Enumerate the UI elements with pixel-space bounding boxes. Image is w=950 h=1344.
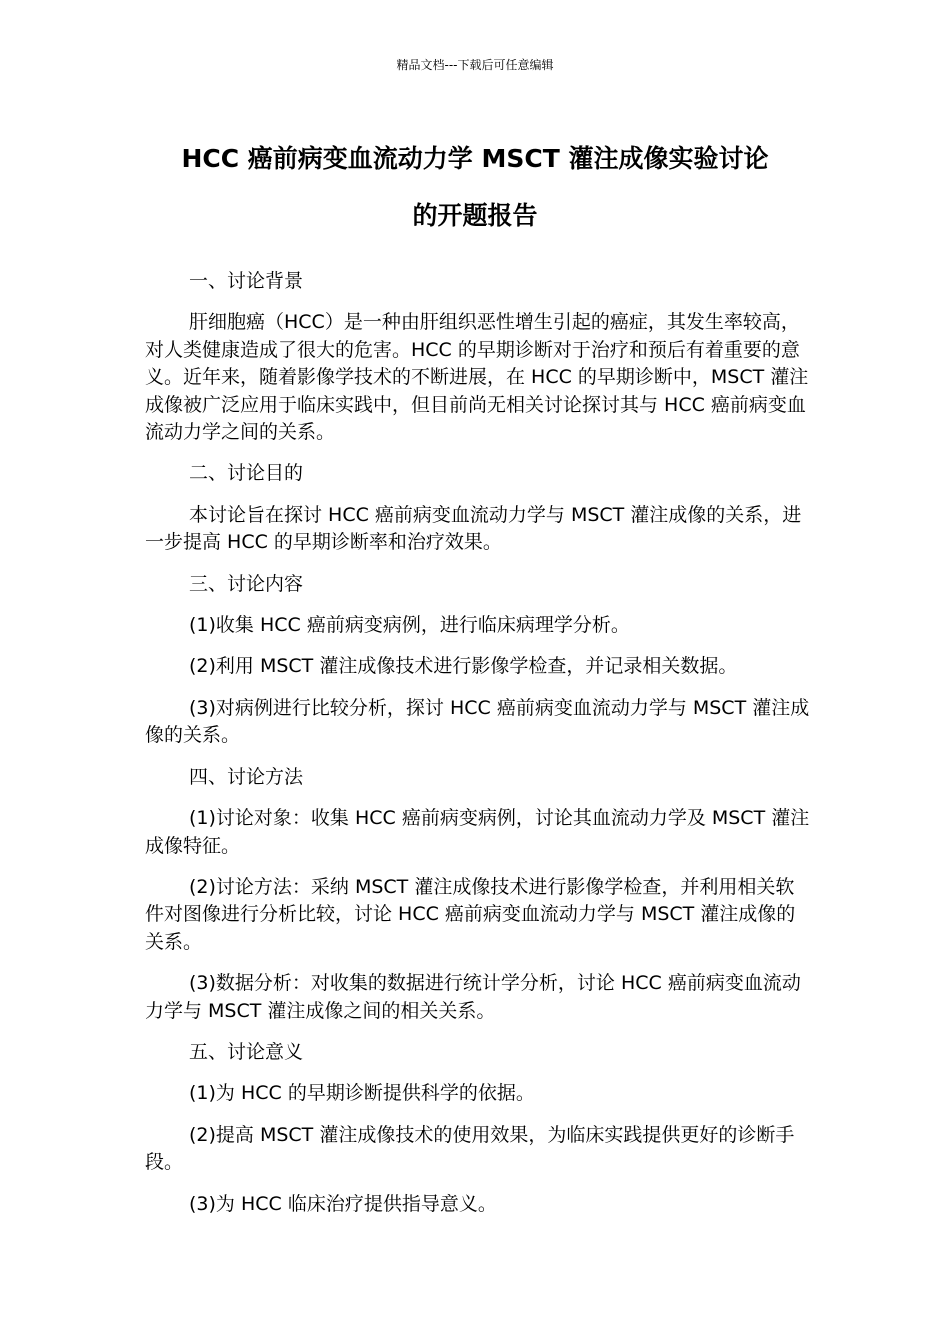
significance-item-1: (1)为 HCC 的早期诊断提供科学的依据。 bbox=[189, 1082, 535, 1105]
significance-item-2: (2)提高 MSCT 灌注成像技术的使用效果，为临床实践提供更好的诊断手段。 bbox=[145, 1123, 795, 1174]
document-body bbox=[145, 268, 810, 1232]
section-heading-methods: 四、讨论方法 bbox=[189, 765, 304, 788]
paragraph-background: 肝细胞癌（HCC）是一种由肝组织恶性增生引起的癌症，其发生率较高，对人类健康造成了很大的危害。HCC 的早期诊断对于治疗和预后有着重要的意义。近年来，随着影像学技术的不断进展，在 HCC 的早期诊断中，MSCT 灌注成像被广泛应用于临床实践中，但目前尚无相关讨论探讨其与 HCC 癌前病变血流动力学之间的关系。 bbox=[145, 311, 809, 444]
methods-item-2: (2)讨论方法：采纳 MSCT 灌注成像技术进行影像学检查，并利用相关软件对图像进行分析比较，讨论 HCC 癌前病变血流动力学与 MSCT 灌注成像的关系。 bbox=[145, 875, 796, 953]
content-item-1: (1)收集 HCC 癌前病变病例，进行临床病理学分析。 bbox=[189, 614, 630, 637]
methods-item-1: (1)讨论对象：收集 HCC 癌前病变病例，讨论其血流动力学及 MSCT 灌注成像特征。 bbox=[145, 807, 810, 857]
page-header: 精品文档---下载后可任意编辑 bbox=[396, 58, 554, 72]
section-heading-significance: 五、讨论意义 bbox=[189, 1040, 304, 1063]
methods-item-3: (3)数据分析：对收集的数据进行统计学分析，讨论 HCC 癌前病变血流动力学与 MSCT 灌注成像之间的相关关系。 bbox=[145, 972, 801, 1022]
document-title bbox=[130, 130, 820, 244]
title-line-1: HCC 癌前病变血流动力学 MSCT 灌注成像实验讨论 bbox=[181, 144, 769, 173]
title-line-2: 的开题报告 bbox=[412, 201, 538, 230]
content-item-3: (3)对病例进行比较分析，探讨 HCC 癌前病变血流动力学与 MSCT 灌注成像的关系。 bbox=[145, 696, 810, 747]
paragraph-purpose: 本讨论旨在探讨 HCC 癌前病变血流动力学与 MSCT 灌注成像的关系，进一步提高 HCC 的早期诊断率和治疗效果。 bbox=[145, 503, 802, 554]
section-heading-purpose: 二、讨论目的 bbox=[189, 462, 304, 485]
section-heading-content: 三、讨论内容 bbox=[189, 572, 304, 595]
significance-item-3: (3)为 HCC 临床治疗提供指导意义。 bbox=[189, 1192, 497, 1215]
content-item-2: (2)利用 MSCT 灌注成像技术进行影像学检查，并记录相关数据。 bbox=[189, 655, 738, 678]
section-heading-background: 一、讨论背景 bbox=[189, 270, 304, 292]
